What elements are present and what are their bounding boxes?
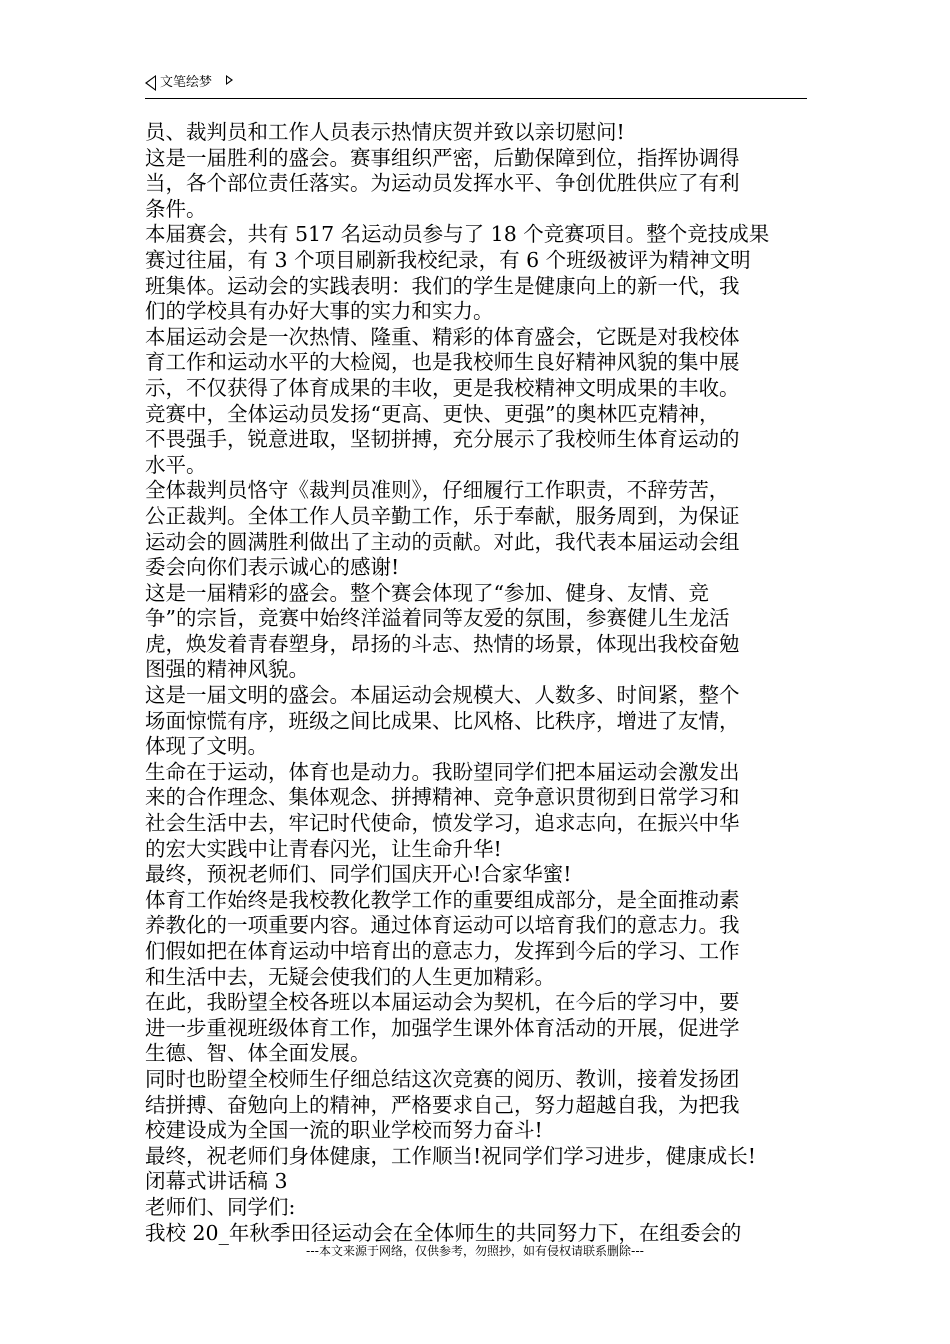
text-line: 育工作和运动水平的大检阅，也是我校师生良好精神风貌的集中展 bbox=[145, 350, 740, 375]
text-line: 虎，焕发着青春塑身，昂扬的斗志、热情的场景，体现出我校奋勉 bbox=[145, 631, 740, 656]
text-line: 场面惊慌有序，班级之间比成果、比风格、比秩序，增进了友情， bbox=[145, 708, 740, 733]
text-line: 我校 20_年秋季田径运动会在全体师生的共同努力下，在组委会的 bbox=[145, 1220, 742, 1245]
brand-label: 文笔绘梦 bbox=[160, 75, 213, 90]
text-line: 本届运动会是一次热情、隆重、精彩的体育盛会，它既是对我校体 bbox=[145, 324, 740, 349]
text-line: 来的合作理念、集体观念、拼搏精神、竞争意识贯彻到日常学习和 bbox=[145, 785, 740, 810]
text-line: 这是一届胜利的盛会。赛事组织严密，后勤保障到位，指挥协调得 bbox=[145, 145, 740, 170]
text-line: 图强的精神风貌。 bbox=[145, 657, 309, 682]
text-line: 争”的宗旨，竞赛中始终洋溢着同等友爱的氛围，参赛健儿生龙活 bbox=[145, 606, 730, 631]
text-line: 公正裁判。全体工作人员辛勤工作，乐于奉献，服务周到，为保证 bbox=[145, 503, 740, 528]
text-line: 的宏大实践中让青春闪光，让生命升华! bbox=[145, 836, 502, 861]
text-line: 示，不仅获得了体育成果的丰收，更是我校精神文明成果的丰收。 bbox=[145, 375, 740, 400]
text-line: 水平。 bbox=[145, 452, 207, 477]
text-line: 在此，我盼望全校各班以本届运动会为契机，在今后的学习中，要 bbox=[145, 990, 740, 1015]
text-line: 委会向你们表示诚心的感谢! bbox=[145, 555, 400, 580]
text-line: 生命在于运动，体育也是动力。我盼望同学们把本届运动会激发出 bbox=[145, 759, 740, 784]
text-line: 社会生活中去，牢记时代使命，愤发学习，追求志向，在振兴中华 bbox=[145, 811, 740, 836]
text-line: 们的学校具有办好大事的实力和实力。 bbox=[145, 299, 494, 324]
text-line: 同时也盼望全校师生仔细总结这次竞赛的阅历、教训，接着发扬团 bbox=[145, 1066, 740, 1091]
text-line: 员、裁判员和工作人员表示热情庆贺并致以亲切慰问! bbox=[145, 120, 625, 144]
text-line: 进一步重视班级体育工作，加强学生课外体育活动的开展，促进学 bbox=[145, 1015, 740, 1040]
text-line: 班集体。运动会的实践表明：我们的学生是健康向上的新一代，我 bbox=[145, 273, 740, 298]
text-line: 们假如把在体育运动中培育出的意志力，发挥到今后的学习、工作 bbox=[145, 939, 740, 963]
text-line: 老师们、同学们: bbox=[145, 1194, 296, 1219]
text-line: 当，各个部位责任落实。为运动员发挥水平、争创优胜供应了有利 bbox=[145, 171, 740, 196]
text-line: 条件。 bbox=[145, 196, 207, 221]
header-brand bbox=[145, 74, 233, 92]
text-line: 和生活中去，无疑会使我们的人生更加精彩。 bbox=[145, 964, 555, 989]
text-line: 最终，预祝老师们、同学们国庆开心!合家华蜜! bbox=[145, 862, 572, 887]
text-line: 不畏强手，锐意进取，坚韧拼搏，充分展示了我校师生体育运动的 bbox=[145, 427, 740, 452]
text-line: 运动会的圆满胜利做出了主动的贡献。对此，我代表本届运动会组 bbox=[145, 529, 740, 554]
text-line: 养教化的一项重要内容。通过体育运动可以培育我们的意志力。我 bbox=[145, 913, 740, 938]
text-line: 生德、智、体全面发展。 bbox=[145, 1041, 371, 1066]
text-line: 校建设成为全国一流的职业学校而努力奋斗! bbox=[145, 1118, 543, 1143]
triangle-right-icon bbox=[226, 75, 233, 85]
text-line: 全体裁判员恪守《裁判员准则》，仔细履行工作职责，不辞劳苦， bbox=[145, 478, 730, 503]
text-line: 本届赛会，共有 517 名运动员参与了 18 个竞赛项目。整个竞技成果 bbox=[145, 222, 770, 247]
page-footer: ---本文来源于网络，仅供参考，勿照抄，如有侵权请联系删除--- bbox=[306, 1244, 644, 1258]
text-line: 这是一届文明的盛会。本届运动会规模大、人数多、时间紧，整个 bbox=[145, 683, 740, 708]
text-line: 体现了文明。 bbox=[145, 734, 268, 759]
page-header bbox=[145, 70, 807, 99]
text-line: 最终，祝老师们身体健康，工作顺当!祝同学们学习进步，健康成长! bbox=[145, 1143, 756, 1168]
text-line: 这是一届精彩的盛会。整个赛会体现了“参加、健身、友情、竞 bbox=[145, 580, 709, 605]
text-line: 闭幕式讲话稿 3 bbox=[145, 1169, 288, 1194]
document-body bbox=[145, 120, 809, 1246]
text-line: 体育工作始终是我校教化教学工作的重要组成部分，是全面推动素 bbox=[145, 887, 740, 912]
text-line: 赛过往届，有 3 个项目刷新我校纪录，有 6 个班级被评为精神文明 bbox=[145, 247, 751, 272]
triangle-left-icon bbox=[145, 75, 156, 91]
text-line: 竞赛中，全体运动员发扬“更高、更快、更强”的奥林匹克精神， bbox=[145, 401, 720, 426]
text-line: 结拼搏、奋勉向上的精神，严格要求自己，努力超越自我，为把我 bbox=[145, 1092, 740, 1117]
